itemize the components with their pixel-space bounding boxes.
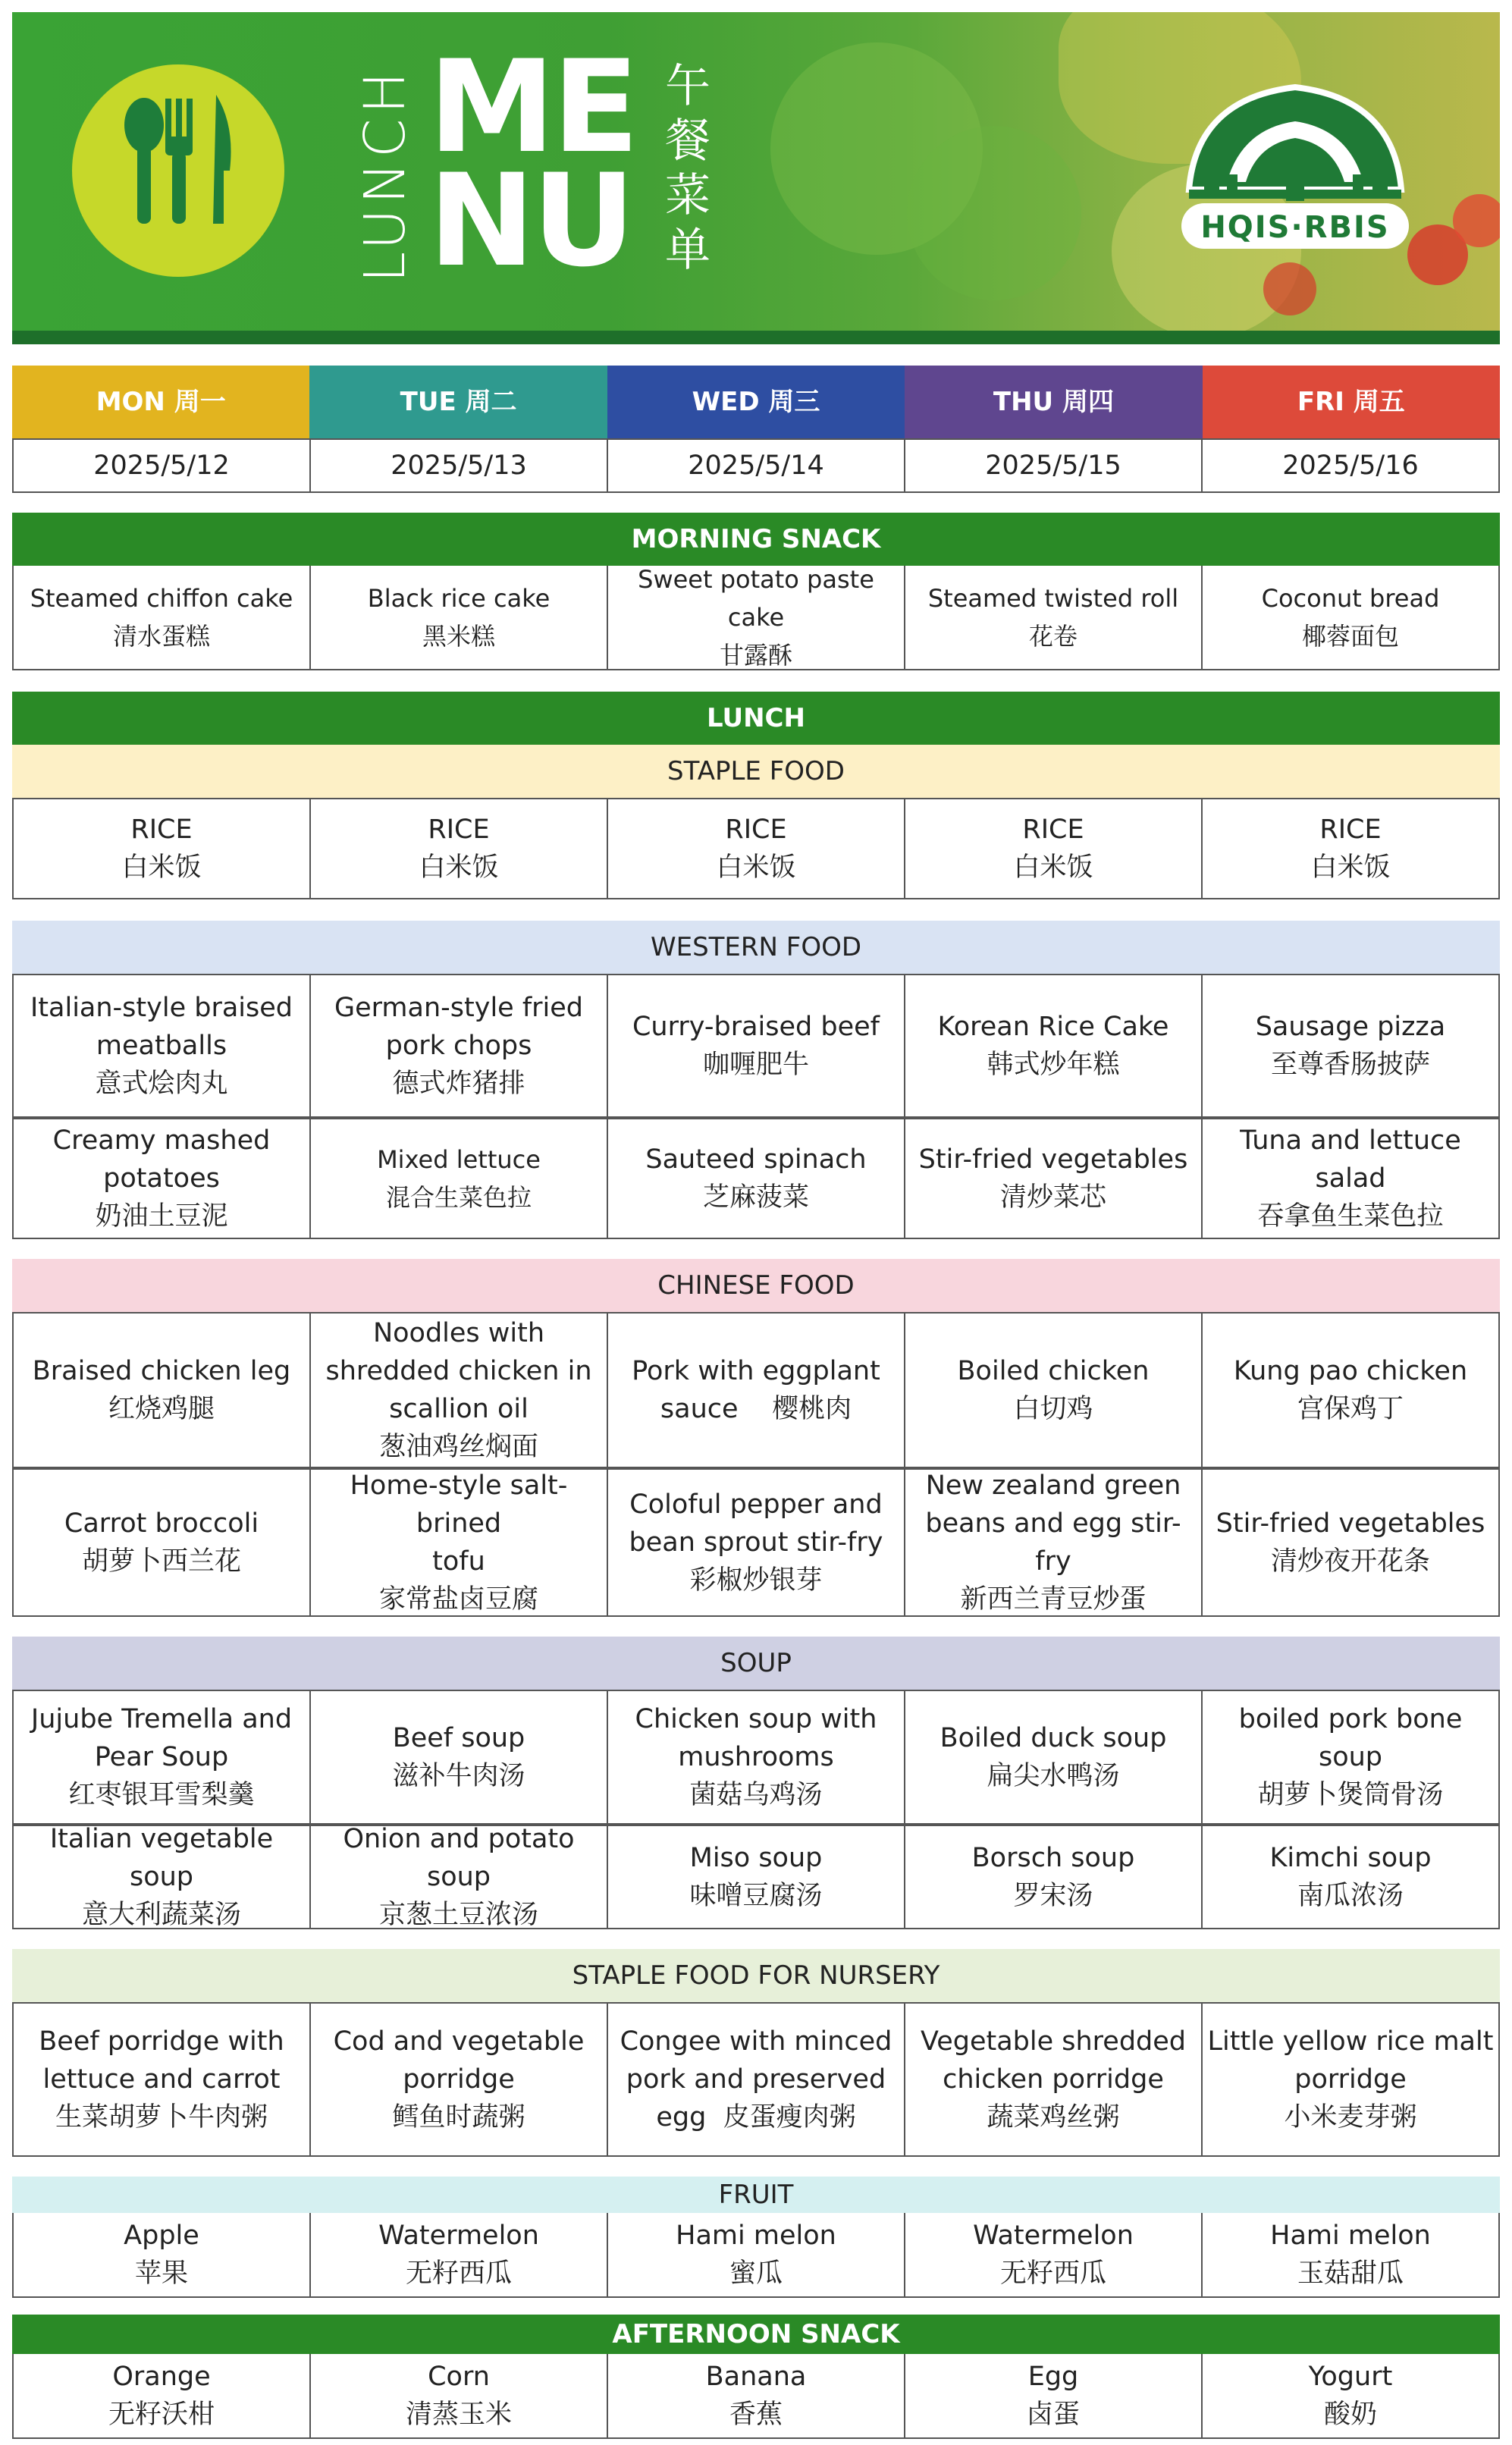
menu-item bbox=[904, 2213, 1201, 2298]
menu-item-text: 苹果 bbox=[134, 2258, 188, 2289]
menu-title-line1: ME bbox=[428, 33, 636, 181]
menu-item-text: Noodles with bbox=[372, 1318, 545, 1348]
tomato-decoration bbox=[1263, 262, 1316, 315]
menu-item-text: beans and egg stir-fry bbox=[925, 1508, 1181, 1577]
staple-food-row bbox=[12, 798, 1500, 899]
menu-item bbox=[904, 974, 1201, 1118]
menu-item-text: 蜜瓜 bbox=[729, 2258, 783, 2289]
menu-item-text: 吞拿鱼生菜色拉 bbox=[1257, 1201, 1444, 1232]
menu-item bbox=[12, 974, 309, 1118]
menu-item-text: Miso soup bbox=[689, 1843, 823, 1873]
menu-item-text: RICE bbox=[1022, 814, 1084, 845]
menu-item-text: Black rice cake bbox=[367, 584, 551, 613]
menu-item-text: porridge bbox=[1294, 2064, 1407, 2095]
menu-item-text: 卤蛋 bbox=[1026, 2399, 1080, 2430]
menu-item-text: pork chops bbox=[385, 1031, 532, 1061]
menu-item-text: Korean Rice Cake bbox=[937, 1012, 1169, 1042]
menu-item-text: 小米麦芽粥 bbox=[1284, 2102, 1417, 2133]
day-header-tue: TUE 周二 bbox=[309, 366, 607, 438]
menu-item-text: Borsch soup bbox=[971, 1843, 1135, 1873]
menu-item bbox=[12, 566, 309, 670]
menu-item-text: 清炒夜开花条 bbox=[1270, 1546, 1430, 1577]
date-row bbox=[12, 438, 1500, 493]
menu-item-text: 白米饭 bbox=[716, 852, 796, 883]
menu-item-text: 咖喱肥牛 bbox=[702, 1050, 809, 1080]
menu-item-text: Vegetable shredded bbox=[920, 2026, 1187, 2057]
menu-item-text: Little yellow rice malt bbox=[1207, 2026, 1494, 2057]
menu-item-text: 葱油鸡丝焖面 bbox=[378, 1432, 538, 1462]
menu-item-text: 滋补牛肉汤 bbox=[392, 1761, 525, 1791]
menu-item bbox=[12, 2213, 309, 2298]
menu-item-text: 清蒸玉米 bbox=[405, 2399, 512, 2430]
menu-item bbox=[1201, 1690, 1500, 1825]
section-afternoon-snack: AFTERNOON SNACK bbox=[12, 2315, 1500, 2354]
afternoon-snack-row bbox=[12, 2354, 1500, 2439]
menu-item bbox=[607, 2002, 904, 2157]
menu-item-text: Braised chicken leg bbox=[32, 1356, 291, 1386]
title-cn-char: 菜 bbox=[665, 169, 711, 222]
menu-item-text: RICE bbox=[1319, 814, 1382, 845]
menu-item-text: lettuce and carrot bbox=[42, 2064, 281, 2095]
menu-item-text: 菌菇乌鸡汤 bbox=[689, 1780, 823, 1810]
menu-item-text: 新西兰青豆炒蛋 bbox=[960, 1584, 1147, 1615]
menu-item-text: 红枣银耳雪梨羹 bbox=[68, 1780, 255, 1810]
food-decoration bbox=[907, 126, 1081, 300]
menu-item-text: 玉菇甜瓜 bbox=[1297, 2258, 1404, 2289]
menu-item bbox=[607, 974, 904, 1118]
menu-item bbox=[12, 1312, 309, 1468]
day-header-fri: FRI 周五 bbox=[1203, 366, 1500, 438]
menu-item-text: Corn bbox=[428, 2362, 490, 2392]
menu-item-text: 混合生菜色拉 bbox=[385, 1183, 532, 1212]
date-cell: 2025/5/12 bbox=[12, 438, 309, 493]
menu-item-text: Coloful pepper and bbox=[629, 1489, 883, 1520]
menu-item-text: 蔬菜鸡丝粥 bbox=[987, 2102, 1120, 2133]
menu-item bbox=[12, 2002, 309, 2157]
menu-item-text: 南瓜浓汤 bbox=[1297, 1881, 1404, 1911]
logo-text: HQIS·RBIS bbox=[1200, 210, 1390, 245]
date-cell: 2025/5/15 bbox=[904, 438, 1201, 493]
menu-item bbox=[309, 1468, 607, 1617]
date-cell: 2025/5/16 bbox=[1201, 438, 1500, 493]
menu-item bbox=[904, 798, 1201, 899]
menu-item bbox=[904, 2354, 1201, 2439]
title-cn-char: 午 bbox=[665, 60, 711, 113]
menu-item-text: Tuna and lettuce salad bbox=[1240, 1125, 1461, 1194]
menu-item-text: 生菜胡萝卜牛肉粥 bbox=[55, 2102, 268, 2133]
menu-item-text: potatoes bbox=[103, 1163, 220, 1194]
menu-item-text: Chicken soup with bbox=[635, 1704, 877, 1734]
section-fruit: FRUIT bbox=[12, 2177, 1500, 2213]
menu-item-text: 无籽沃柑 bbox=[108, 2399, 215, 2430]
menu-item-text: 白米饭 bbox=[1013, 852, 1093, 883]
menu-item-text: 味噌豆腐汤 bbox=[689, 1881, 823, 1911]
day-header-row bbox=[12, 366, 1500, 438]
day-header-mon: MON 周一 bbox=[12, 366, 309, 438]
menu-item-text: Steamed chiffon cake bbox=[30, 584, 293, 613]
menu-item-text: Hami melon bbox=[676, 2221, 836, 2251]
morning-snack-row bbox=[12, 566, 1500, 670]
menu-item-text: mushrooms bbox=[678, 1742, 834, 1772]
menu-item-text: Creamy mashed bbox=[52, 1125, 271, 1156]
menu-item bbox=[12, 1118, 309, 1239]
menu-item bbox=[309, 1118, 607, 1239]
menu-item-text: bean sprout stir-fry bbox=[629, 1527, 883, 1558]
menu-item bbox=[904, 1312, 1201, 1468]
menu-item-text: Onion and potato soup bbox=[343, 1824, 575, 1892]
menu-item bbox=[309, 1312, 607, 1468]
menu-item-text: RICE bbox=[428, 814, 490, 845]
menu-item bbox=[12, 1825, 309, 1929]
menu-item-text: Coconut bread bbox=[1261, 584, 1440, 613]
menu-item-text: 扁尖水鸭汤 bbox=[987, 1761, 1120, 1791]
menu-item bbox=[309, 566, 607, 670]
menu-item-text: scallion oil bbox=[389, 1394, 529, 1424]
menu-item-text: Boiled duck soup bbox=[940, 1723, 1167, 1753]
menu-item bbox=[607, 798, 904, 899]
menu-item-text: 鳕鱼时蔬粥 bbox=[392, 2102, 525, 2133]
menu-item bbox=[1201, 2354, 1500, 2439]
menu-item bbox=[309, 2213, 607, 2298]
menu-item bbox=[309, 798, 607, 899]
menu-item-text: German-style fried bbox=[334, 993, 584, 1023]
menu-item-text: Orange bbox=[112, 2362, 211, 2392]
menu-item bbox=[1201, 974, 1500, 1118]
menu-item-text: 清炒菜芯 bbox=[999, 1182, 1106, 1213]
menu-item-text: 甘露酥 bbox=[719, 641, 792, 670]
menu-item bbox=[1201, 1312, 1500, 1468]
section-lunch: LUNCH bbox=[12, 692, 1500, 745]
menu-item-text: 胡萝卜西兰花 bbox=[81, 1546, 241, 1577]
menu-item-text: Home-style salt-brined bbox=[350, 1470, 568, 1539]
western-food-rows bbox=[12, 974, 1500, 1239]
menu-item-text: 罗宋汤 bbox=[1013, 1881, 1093, 1911]
menu-item-text: 意式烩肉丸 bbox=[95, 1069, 228, 1099]
menu-item-text: Cod and vegetable bbox=[333, 2026, 585, 2057]
nursery-row bbox=[12, 2002, 1500, 2157]
menu-item-text: New zealand green bbox=[925, 1470, 1181, 1501]
menu-item bbox=[309, 2354, 607, 2439]
menu-item-text: Hami melon bbox=[1270, 2221, 1431, 2251]
menu-item-text: boiled pork bone soup bbox=[1238, 1704, 1463, 1772]
menu-item-text: Egg bbox=[1027, 2362, 1079, 2392]
menu-item-text: 白米饭 bbox=[1310, 852, 1391, 883]
menu-item-text: tofu bbox=[432, 1546, 485, 1577]
menu-item-text: meatballs bbox=[96, 1031, 227, 1061]
menu-item-text: Apple bbox=[124, 2221, 199, 2251]
menu-item-text: chicken porridge bbox=[943, 2064, 1164, 2095]
menu-item bbox=[309, 1690, 607, 1825]
soup-rows bbox=[12, 1690, 1500, 1929]
menu-item-text: Congee with minced bbox=[620, 2026, 892, 2057]
menu-item-text: Sauteed spinach bbox=[645, 1144, 867, 1175]
menu-item-text: Watermelon bbox=[378, 2221, 539, 2251]
date-cell: 2025/5/14 bbox=[607, 438, 904, 493]
menu-item-text: Kimchi soup bbox=[1269, 1843, 1432, 1873]
menu-item-text: Italian vegetable soup bbox=[49, 1824, 274, 1892]
menu-item-text: 无籽西瓜 bbox=[999, 2258, 1106, 2289]
subsection-western-food: WESTERN FOOD bbox=[12, 921, 1500, 974]
tomato-decoration bbox=[1453, 194, 1500, 247]
menu-item-text: 椰蓉面包 bbox=[1301, 622, 1399, 651]
menu-item-text: Mixed lettuce bbox=[377, 1145, 541, 1174]
menu-title bbox=[428, 33, 656, 295]
menu-item bbox=[904, 2002, 1201, 2157]
menu-item-text: Boiled chicken bbox=[957, 1356, 1150, 1386]
menu-item-text: 白切鸡 bbox=[1013, 1394, 1093, 1424]
menu-item-text: porridge bbox=[403, 2064, 515, 2095]
menu-item bbox=[904, 1118, 1201, 1239]
menu-item bbox=[1201, 798, 1500, 899]
menu-item-text: Stir-fried vegetables bbox=[1216, 1508, 1485, 1539]
menu-item bbox=[12, 1468, 309, 1617]
menu-item-text: pork and preserved bbox=[626, 2064, 886, 2095]
menu-item-text: 无籽西瓜 bbox=[405, 2258, 512, 2289]
date-cell: 2025/5/13 bbox=[309, 438, 607, 493]
menu-item bbox=[607, 566, 904, 670]
menu-item-text: Sweet potato paste cake bbox=[638, 565, 874, 632]
subsection-soup: SOUP bbox=[12, 1637, 1500, 1690]
day-header-thu: THU 周四 bbox=[905, 366, 1202, 438]
menu-item bbox=[309, 1825, 607, 1929]
title-cn-char: 餐 bbox=[665, 115, 711, 168]
menu-item-text: 胡萝卜煲筒骨汤 bbox=[1257, 1780, 1444, 1810]
menu-item-text: 黑米糕 bbox=[422, 622, 495, 651]
menu-item bbox=[607, 1312, 904, 1468]
menu-item bbox=[1201, 2213, 1500, 2298]
menu-item bbox=[607, 1690, 904, 1825]
menu-item-text: 芝麻菠菜 bbox=[702, 1182, 809, 1213]
menu-item bbox=[904, 1825, 1201, 1929]
menu-item-text: 白米饭 bbox=[121, 852, 202, 883]
subsection-chinese-food: CHINESE FOOD bbox=[12, 1259, 1500, 1312]
day-header-wed: WED 周三 bbox=[607, 366, 905, 438]
menu-item-text: 白米饭 bbox=[419, 852, 499, 883]
menu-item-text: 意大利蔬菜汤 bbox=[81, 1900, 241, 1930]
title-cn-char: 单 bbox=[665, 224, 711, 277]
menu-item-text: Carrot broccoli bbox=[64, 1508, 259, 1539]
menu-item bbox=[12, 798, 309, 899]
menu-item-text: RICE bbox=[725, 814, 787, 845]
menu-title-chinese bbox=[661, 59, 714, 287]
menu-item bbox=[1201, 566, 1500, 670]
menu-item-text: shredded chicken in bbox=[325, 1356, 592, 1386]
menu-item-text: Banana bbox=[705, 2362, 807, 2392]
section-morning-snack: MORNING SNACK bbox=[12, 513, 1500, 566]
menu-item-text: 花卷 bbox=[1028, 622, 1078, 651]
menu-item bbox=[1201, 1825, 1500, 1929]
menu-item bbox=[309, 974, 607, 1118]
chinese-food-rows bbox=[12, 1312, 1500, 1617]
menu-item bbox=[607, 2213, 904, 2298]
menu-item-text: Jujube Tremella and bbox=[30, 1704, 293, 1734]
menu-item-text: 京葱土豆浓汤 bbox=[378, 1900, 538, 1930]
menu-item bbox=[607, 1468, 904, 1617]
lunch-word: LUNCH bbox=[353, 67, 418, 284]
menu-item-text: RICE bbox=[130, 814, 193, 845]
menu-item bbox=[12, 1690, 309, 1825]
menu-item-text: 彩椒炒银芽 bbox=[689, 1565, 823, 1596]
menu-item bbox=[1201, 2002, 1500, 2157]
menu-item-text: 酸奶 bbox=[1323, 2399, 1377, 2430]
menu-item-text: 家常盐卤豆腐 bbox=[378, 1584, 538, 1615]
menu-item-text: 至尊香肠披萨 bbox=[1270, 1050, 1430, 1080]
menu-item-text: Kung pao chicken bbox=[1233, 1356, 1468, 1386]
menu-item-text: Sausage pizza bbox=[1255, 1012, 1446, 1042]
menu-item-text: 香蕉 bbox=[729, 2399, 783, 2430]
utensils-icon bbox=[72, 64, 284, 277]
menu-item bbox=[607, 2354, 904, 2439]
menu-item-text: Italian-style braised bbox=[30, 993, 293, 1023]
menu-item bbox=[1201, 1118, 1500, 1239]
menu-item bbox=[904, 1468, 1201, 1617]
menu-item-text: 韩式炒年糕 bbox=[987, 1050, 1120, 1080]
menu-item-text: 德式炸猪排 bbox=[392, 1069, 525, 1099]
fruit-row bbox=[12, 2213, 1500, 2298]
school-logo bbox=[1174, 68, 1416, 258]
menu-item-text: Curry-braised beef bbox=[632, 1012, 880, 1042]
menu-item-text: 宫保鸡丁 bbox=[1297, 1394, 1404, 1424]
menu-item bbox=[12, 2354, 309, 2439]
menu-item-text: 清水蛋糕 bbox=[112, 622, 210, 651]
menu-item-text: Pear Soup bbox=[94, 1742, 229, 1772]
menu-item-text: 红烧鸡腿 bbox=[108, 1394, 215, 1424]
subsection-nursery-staple: STAPLE FOOD FOR NURSERY bbox=[12, 1949, 1500, 2002]
menu-item bbox=[904, 1690, 1201, 1825]
menu-item bbox=[309, 2002, 607, 2157]
menu-item-text: Beef porridge with bbox=[39, 2026, 284, 2057]
menu-item-text: Pork with eggplant bbox=[632, 1356, 880, 1386]
subsection-staple-food: STAPLE FOOD bbox=[12, 745, 1500, 798]
menu-item-text: Yogurt bbox=[1308, 2362, 1393, 2392]
menu-title-line2: NU bbox=[428, 146, 633, 295]
menu-item-text: 奶油土豆泥 bbox=[95, 1201, 228, 1232]
menu-item-text: Beef soup bbox=[392, 1723, 525, 1753]
menu-item bbox=[607, 1825, 904, 1929]
menu-item-text: Steamed twisted roll bbox=[927, 584, 1179, 613]
menu-item-text: Stir-fried vegetables bbox=[918, 1144, 1188, 1175]
menu-item bbox=[607, 1118, 904, 1239]
menu-item bbox=[904, 566, 1201, 670]
menu-item-text: egg 皮蛋瘦肉粥 bbox=[656, 2102, 856, 2133]
menu-item-text: Watermelon bbox=[973, 2221, 1134, 2251]
menu-item bbox=[1201, 1468, 1500, 1617]
menu-item-text: sauce 樱桃肉 bbox=[660, 1394, 852, 1424]
